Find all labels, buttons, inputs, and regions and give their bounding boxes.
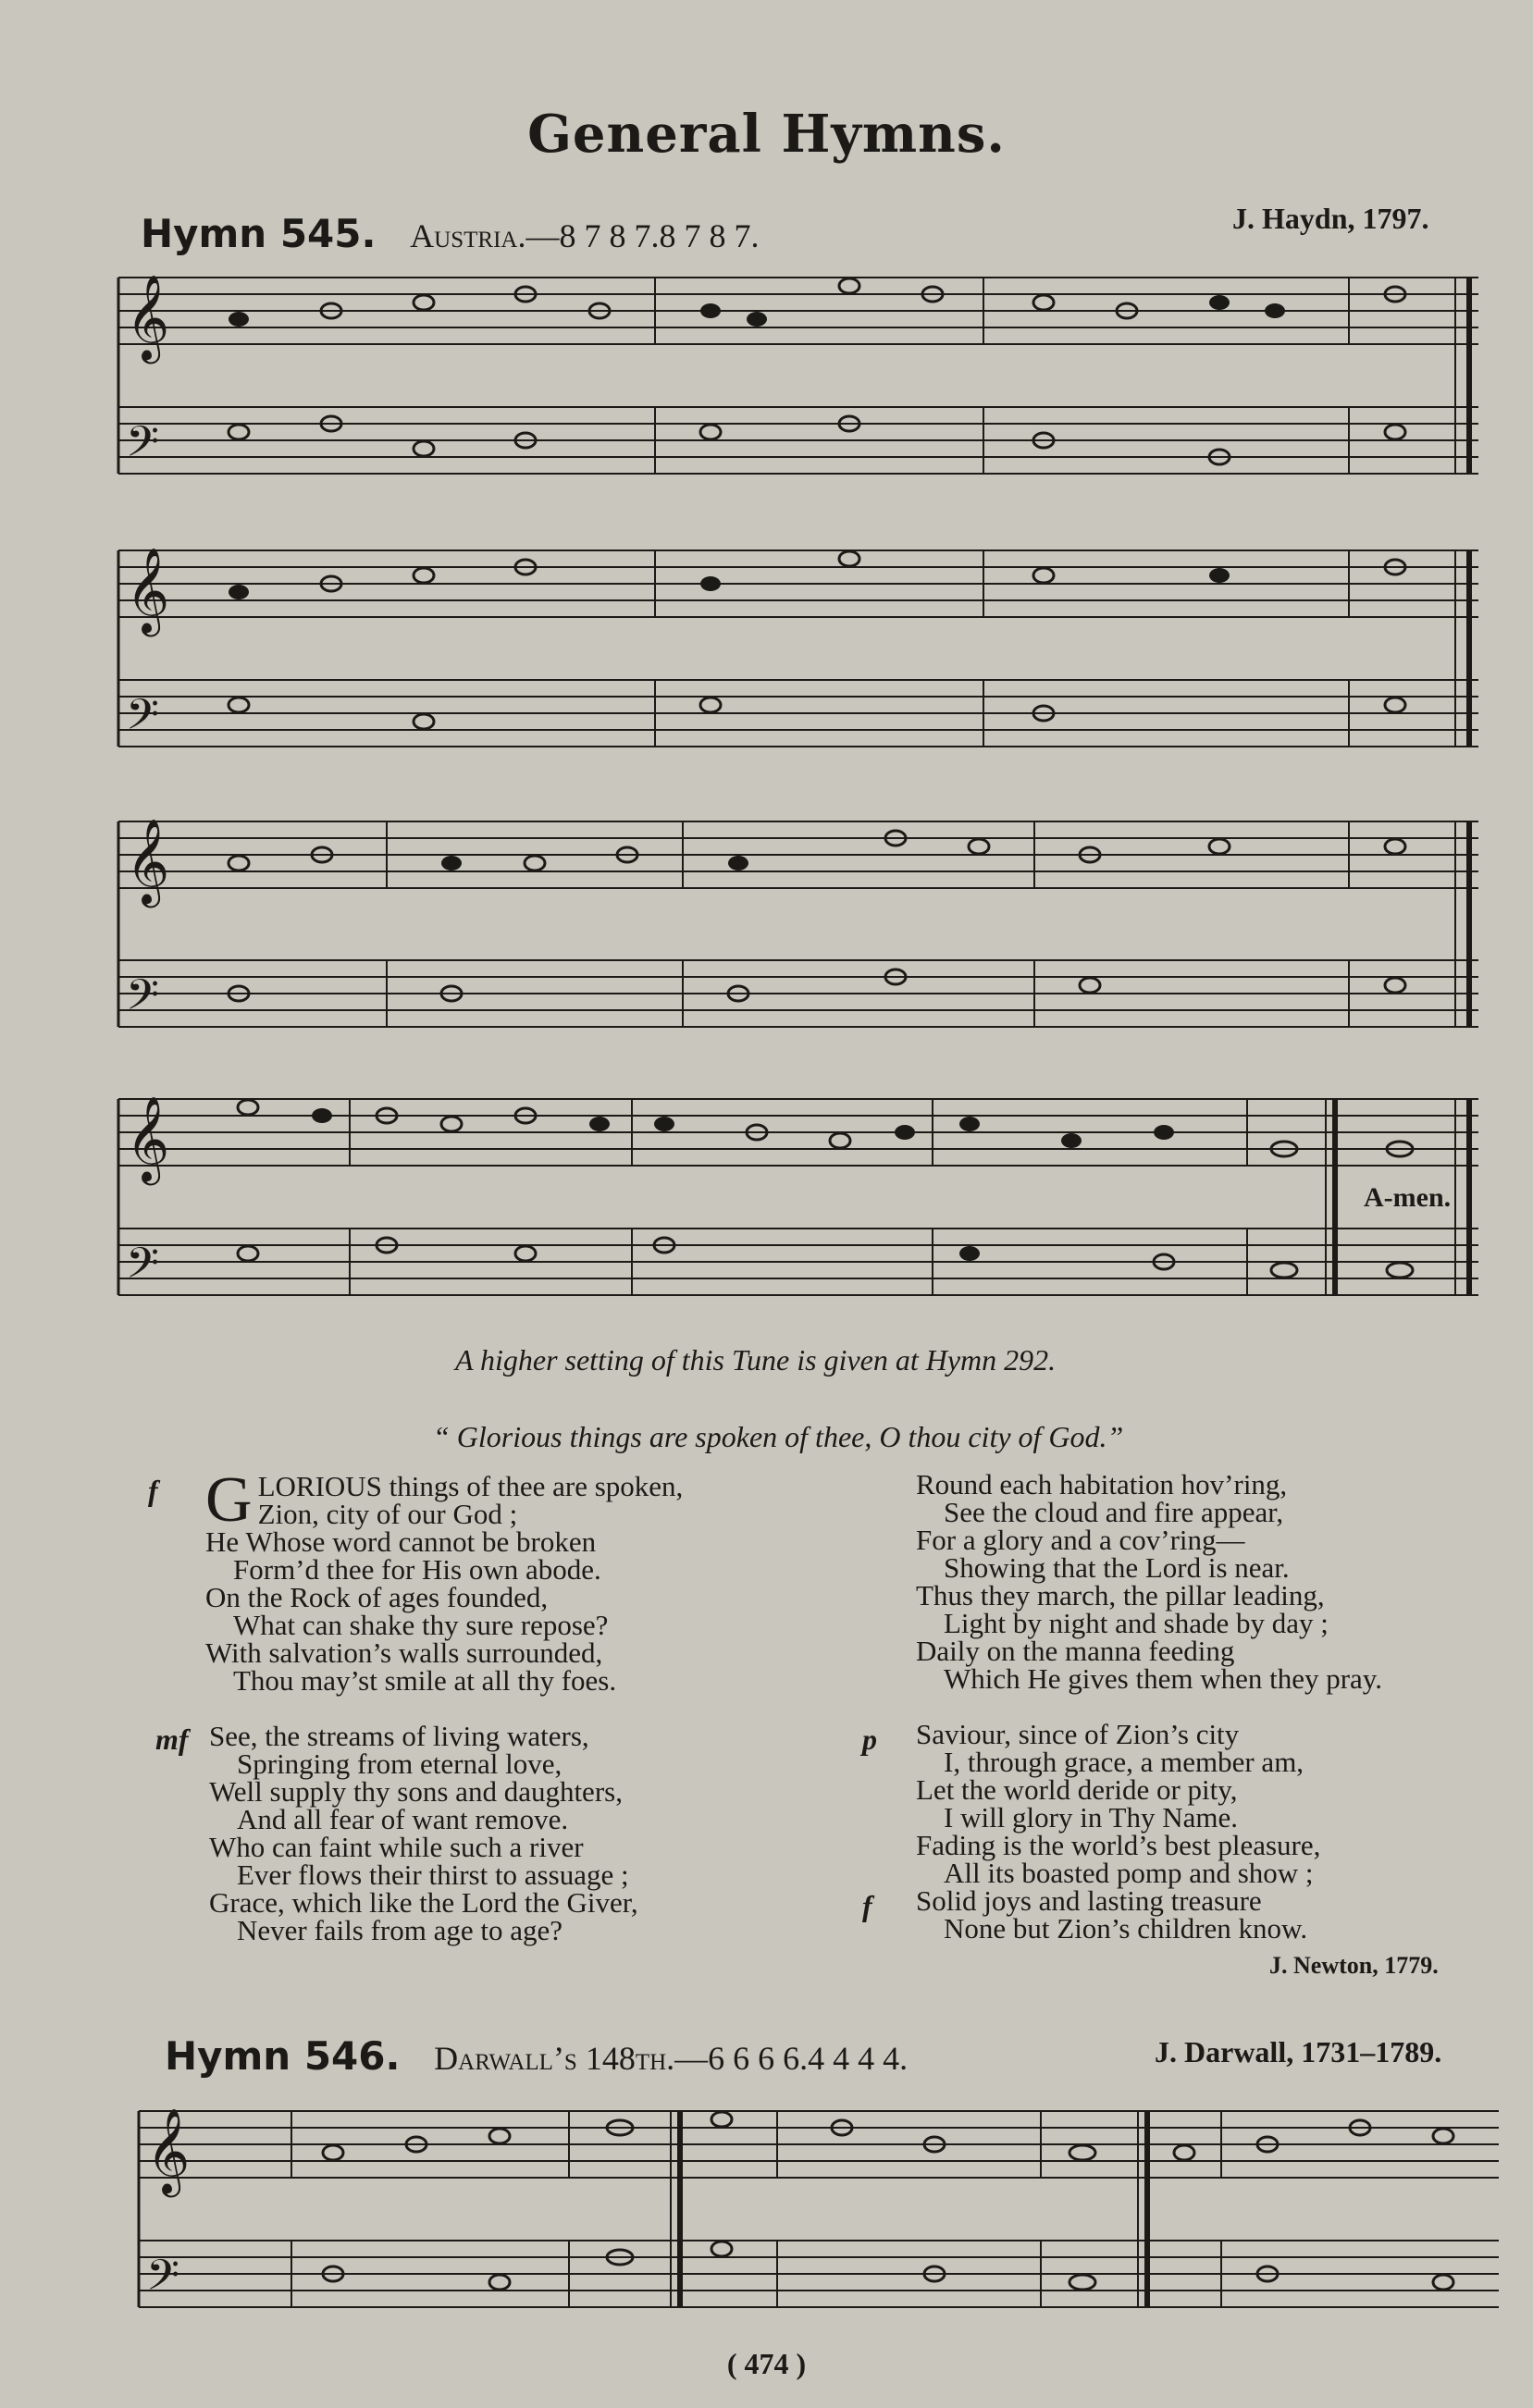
- amen-label: A-men.: [1364, 1182, 1452, 1213]
- page-title: General Hymns.: [527, 104, 1006, 165]
- hymn-545-tune: Austria.—8 7 8 7.8 7 8 7.: [410, 217, 760, 254]
- verse-line: Which He gives them when they pray.: [944, 1662, 1383, 1695]
- svg-text:𝄢: 𝄢: [126, 970, 160, 1031]
- music-system-4: [109, 1081, 1497, 1330]
- verse-line: For a glory and a cov’ring—: [916, 1524, 1245, 1556]
- music-system-5: [130, 2093, 1517, 2328]
- hymn-546-tune: Darwall’s 148th.—6 6 6 6.4 4 4 4.: [434, 2040, 909, 2077]
- verse-line: Round each habitation hov’ring,: [916, 1468, 1288, 1500]
- crossref-note: A higher setting of this Tune is given at Hymn 292.: [455, 1343, 1057, 1377]
- verse-line: Solid joys and lasting treasure: [916, 1884, 1262, 1917]
- hymn-545-header: [141, 211, 759, 256]
- music-system-2: [109, 532, 1497, 782]
- verse-line: Light by night and shade by day ;: [944, 1607, 1329, 1639]
- verse-line: I, through grace, a member am,: [944, 1746, 1304, 1778]
- verse-line: Thus they march, the pillar leading,: [916, 1579, 1325, 1612]
- verse-line: See, the streams of living waters,: [209, 1720, 589, 1752]
- verse-line: On the Rock of ages founded,: [205, 1581, 549, 1613]
- svg-text:𝄢: 𝄢: [126, 690, 160, 750]
- hymn-546-composer: J. Darwall, 1731–1789.: [1155, 2035, 1442, 2068]
- verse-line: I will glory in Thy Name.: [944, 1801, 1238, 1834]
- dynamic-marking: mf: [155, 1723, 189, 1756]
- hymn-545-composer: J. Haydn, 1797.: [1232, 202, 1429, 235]
- verse-line: Daily on the manna feeding: [916, 1635, 1235, 1667]
- text-heading: “ Glorious things are spoken of thee, O thou city of God.”: [433, 1420, 1124, 1453]
- verse-line: Saviour, since of Zion’s city: [916, 1718, 1240, 1750]
- verse-line: What can shake thy sure repose?: [233, 1609, 609, 1641]
- music-system-1: [109, 259, 1497, 509]
- verse-1: [205, 1464, 797, 1697]
- hymn-545-author: J. Newton, 1779.: [1269, 1952, 1439, 1979]
- hymn-545-number: Hymn 545.: [141, 211, 377, 256]
- svg-text:𝄢: 𝄢: [126, 1239, 160, 1299]
- svg-text:𝄞: 𝄞: [126, 274, 170, 360]
- verse-3: [916, 1468, 1508, 1695]
- verse-line: And all fear of want remove.: [237, 1803, 569, 1835]
- verse-line: LORIOUS things of thee are spoken,: [257, 1470, 684, 1502]
- svg-text:𝄞: 𝄞: [146, 2107, 191, 2193]
- verse-line: Well supply thy sons and daughters,: [209, 1775, 623, 1808]
- verse-line: Form’d thee for His own abode.: [233, 1553, 601, 1586]
- verse-line: Showing that the Lord is near.: [944, 1551, 1290, 1584]
- verse-line: Let the world deride or pity,: [916, 1773, 1238, 1806]
- verse-line: Who can faint while such a river: [209, 1831, 584, 1863]
- verse-2: [209, 1720, 783, 1946]
- verse-line: Thou may’st smile at all thy foes.: [233, 1664, 617, 1697]
- verse-line: Never fails from age to age?: [237, 1914, 563, 1946]
- verse-4: [916, 1718, 1508, 1945]
- verse-line: None but Zion’s children know.: [944, 1912, 1308, 1945]
- verse-line: He Whose word cannot be broken: [205, 1525, 597, 1558]
- music-system-3: [109, 803, 1497, 1062]
- verse-line: Ever flows their thirst to assuage ;: [237, 1858, 629, 1891]
- svg-text:𝄢: 𝄢: [126, 417, 160, 477]
- verse-line: Grace, which like the Lord the Giver,: [209, 1886, 638, 1919]
- page-number: ( 474 ): [726, 2347, 807, 2380]
- dynamic-marking: p: [862, 1723, 877, 1756]
- verse-line: Springing from eternal love,: [237, 1747, 563, 1780]
- verse-line: See the cloud and fire appear,: [944, 1496, 1284, 1528]
- hymn-546-number: Hymn 546.: [165, 2033, 401, 2079]
- svg-text:𝄞: 𝄞: [126, 818, 170, 904]
- verse-line: All its boasted pomp and show ;: [944, 1857, 1314, 1889]
- svg-text:𝄞: 𝄞: [126, 547, 170, 633]
- verse-line: Zion, city of our God ;: [257, 1498, 518, 1530]
- drop-cap: G: [205, 1464, 253, 1536]
- dynamic-marking: f: [148, 1474, 158, 1507]
- verse-line: With salvation’s walls surrounded,: [205, 1636, 603, 1669]
- verse-line: Fading is the world’s best pleasure,: [916, 1829, 1321, 1861]
- hymn-546-header: [165, 2033, 908, 2079]
- dynamic-marking: f: [862, 1889, 872, 1922]
- svg-text:𝄢: 𝄢: [146, 2251, 180, 2311]
- svg-text:𝄞: 𝄞: [126, 1095, 170, 1181]
